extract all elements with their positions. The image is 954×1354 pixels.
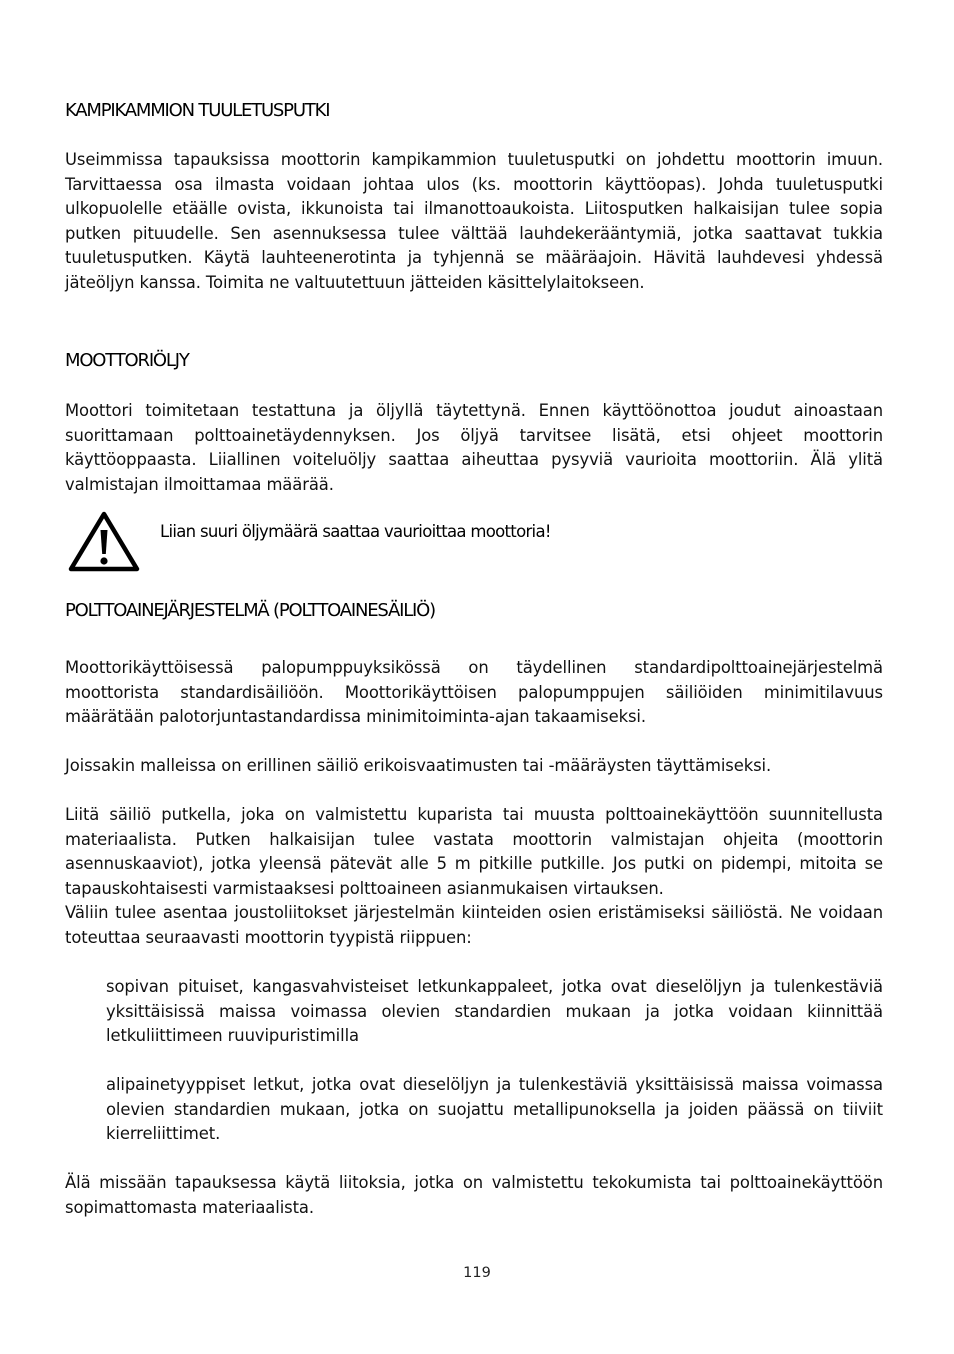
paragraph-fuel-system-2: Joissakin malleissa on erillinen säiliö erikoisvaatimusten tai -määräysten täyttämiseksi. — [65, 756, 772, 775]
paragraph-crankcase-vent: Useimmissa tapauksissa moottorin kampikammion tuuletusputki on johdettu moottorin imuun. Tarvittaessa osa ilmasta voidaan johtaa ulos (ks. moottorin käyttöopas). Johda tuuletusputki ulkopuolelle etäälle ovista, ikkunoista tai ilmanottoaukoista. Liitosputken halkaisijan tulee sopia putken pituudelle. Sen asennuksessa tulee välttää lauhdekerääntymiä, jotka saattavat tukkia tuuletusputken. Käytä lauhteenerotinta ja tyhjennä se määräajoin. Hävitä lauhdevesi yhdessä jäteöljyn kanssa. Toimita ne valtuutettuun jätteiden käsittelylaitokseen. — [65, 150, 883, 292]
paragraph-fuel-system-5: Älä missään tapauksessa käytä liitoksia, jotka on valmistettu tekokumista tai polttoainekäyttöön sopimattomasta materiaalista. — [65, 1173, 883, 1217]
section-heading-engine-oil: MOOTTORIÖLJY — [65, 350, 189, 371]
warning-triangle-icon — [68, 510, 140, 573]
warning-text: Liian suuri öljymäärä saattaa vaurioittaa moottoria! — [160, 522, 551, 541]
section-heading-fuel-system: POLTTOAINEJÄRJESTELMÄ (POLTTOAINESÄILIÖ) — [65, 600, 435, 621]
paragraph-engine-oil: Moottori toimitetaan testattuna ja öljyllä täytettynä. Ennen käyttöönottoa joudut ainoastaan suorittamaan polttoainetäydennyksen. Jos öljyä tarvitsee lisätä, etsi ohjeet moottorin käyttöoppaasta. Liiallinen voiteluöljy saattaa aiheuttaa pysyviä vaurioita moottoriin. Älä ylitä valmistajan ilmoittamaa määrää. — [65, 401, 883, 494]
section-heading-crankcase-vent: KAMPIKAMMION TUULETUSPUTKI — [65, 100, 330, 121]
page-number: 119 — [463, 1265, 491, 1281]
paragraph-fuel-system-1: Moottorikäyttöisessä palopumppuyksikössä on täydellinen standardipolttoainejärjestelmä moottorista standardisäiliöön. Moottorikäyttöisen palopumppujen säiliöiden minimitilavuus määrätään palotorjuntastandardissa minimitoiminta-ajan takaamiseksi. — [65, 658, 883, 727]
paragraph-fuel-system-3: Liitä säiliö putkella, joka on valmistettu kuparista tai muusta polttoainekäyttöön suunnitellusta materiaalista. Putken halkaisijan tulee vastata moottorin valmistajan ohjeita (moottorin asennuskaaviot), jotka yleensä pätevät alle 5 m pitkille putkille. Jos putki on pidempi, mitoita se tapauskohtaisesti varmistaaksesi polttoaineen asianmukaisen virtauksen. — [65, 805, 883, 898]
paragraph-fuel-system-4: Väliin tulee asentaa joustoliitokset järjestelmän kiinteiden osien eristämiseksi säiliöstä. Ne voidaan toteuttaa seuraavasti moottorin tyypistä riippuen: — [65, 903, 883, 947]
list-item-hose-option-2: alipainetyyppiset letkut, jotka ovat dieselöljyn ja tulenkestäviä yksittäisissä maissa voimassa olevien standardien mukaan, jotka on suojattu metallipunoksella ja joiden päässä on tiiviit kierreliittimet. — [106, 1075, 883, 1144]
list-item-hose-option-1: sopivan pituiset, kangasvahvisteiset letkunkappaleet, jotka ovat dieselöljyn ja tulenkestäviä yksittäisissä maissa voimassa olevien standardien mukaan ja jotka voidaan kiinnittää letkuliittimeen ruuvipuristimilla — [106, 977, 883, 1046]
